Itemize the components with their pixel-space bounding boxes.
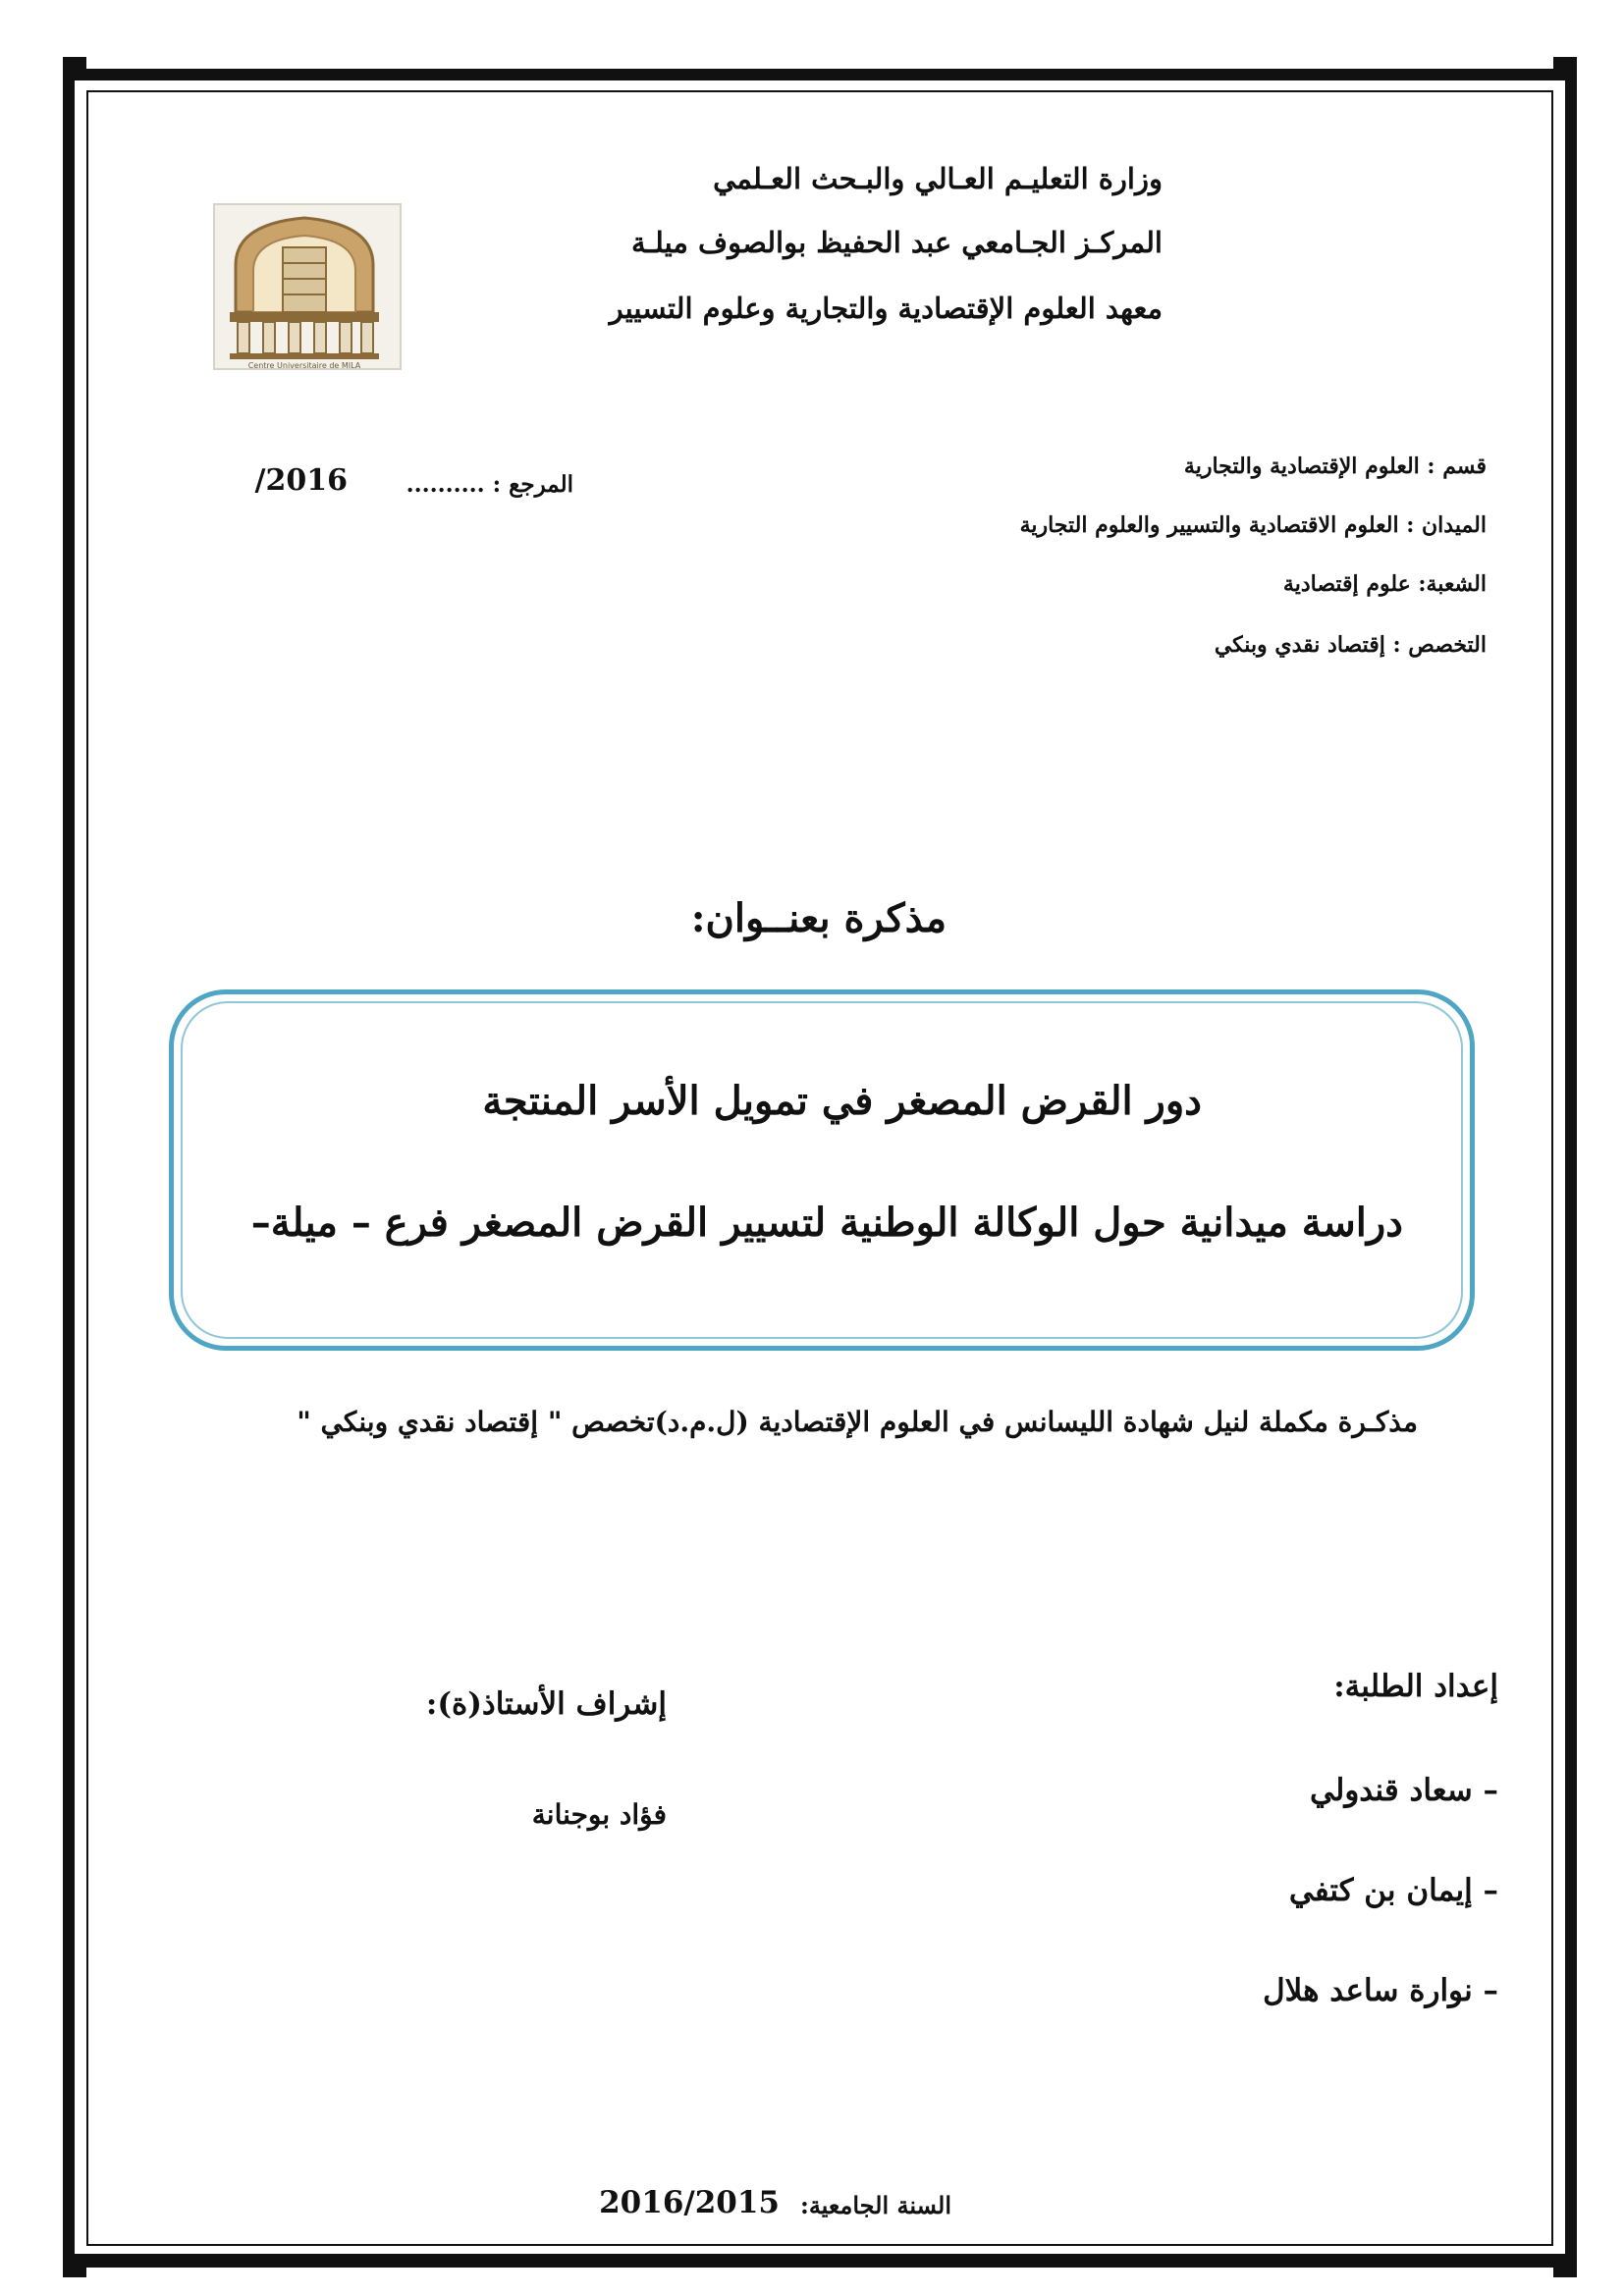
thesis-subtitle: دراسة ميدانية حول الوكالة الوطنية لتسيير القرض المصغر فرع – ميلة– — [250, 1200, 1403, 1246]
frame-bottom-border — [71, 2254, 1575, 2268]
student-name: – نوارة ساعد هلال — [1263, 1973, 1498, 2008]
reference-year: /2016 — [254, 463, 348, 498]
svg-text:Centre Universitaire de MILA: Centre Universitaire de MILA — [247, 361, 361, 370]
frame-corner — [63, 57, 86, 80]
frame-corner — [63, 2254, 86, 2277]
frame-corner — [1553, 2254, 1577, 2277]
specialty-line: التخصص : إقتصاد نقدي وبنكي — [1214, 632, 1487, 658]
university-name: المركـز الجـامعي عبد الحفيظ بوالصوف ميلـة — [631, 226, 1163, 259]
student-name: – سعاد قندولي — [1310, 1773, 1498, 1808]
prepared-by-label: إعداد الطلبة: — [1333, 1669, 1498, 1704]
university-logo — [196, 196, 412, 378]
ministry-name: وزارة التعليـم العـالي والبـحث العـلمي — [713, 162, 1163, 195]
supervision-label: إشراف الأستاذ(ة): — [425, 1686, 667, 1722]
department-line: قسم : العلوم الإقتصادية والتجارية — [1183, 454, 1487, 479]
memo-description: مذكـرة مكملة لنيل شهادة الليسانس في العلوم الإقتصادية (ل.م.د)تخصص " إقتصاد نقدي وبنكي " — [297, 1406, 1418, 1438]
frame-top-border — [71, 69, 1575, 80]
frame-left-border — [63, 69, 75, 2268]
title-box-inner-border — [181, 1001, 1463, 1339]
supervisor-name: فؤاد بوجنانة — [531, 1798, 667, 1831]
field-line: الميدان : العلوم الاقتصادية والتسيير والعلوم التجارية — [1019, 512, 1487, 538]
memo-heading: مذكرة بعنــوان: — [690, 895, 947, 941]
academic-year-label: السنة الجامعية: — [799, 2191, 951, 2219]
frame-corner — [1553, 57, 1577, 80]
branch-line: الشعبة: علوم إقتصادية — [1282, 571, 1487, 597]
institute-name: معهد العلوم الإقتصادية والتجارية وعلوم التسيير — [609, 292, 1163, 325]
student-name: – إيمان بن كتفي — [1288, 1873, 1498, 1908]
academic-year-value: 2016/2015 — [599, 2185, 780, 2220]
frame-right-border — [1565, 69, 1577, 2268]
reference-label: المرجع : .......... — [406, 471, 573, 498]
thesis-title: دور القرض المصغر في تمويل الأسر المنتجة — [482, 1078, 1202, 1124]
